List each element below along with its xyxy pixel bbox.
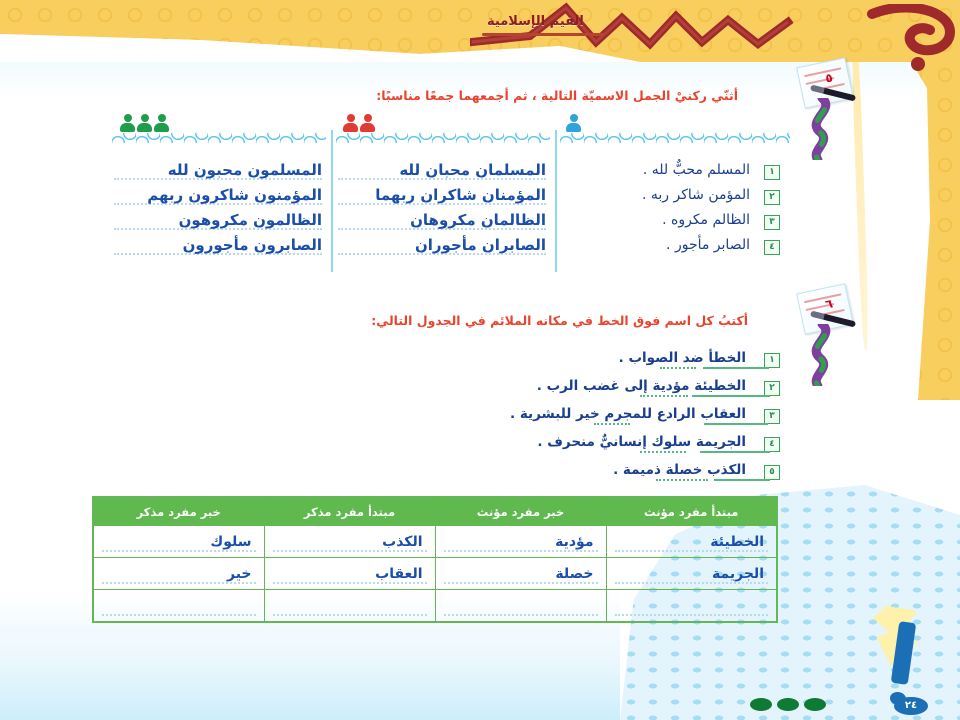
ex2-underline xyxy=(660,367,696,369)
column-wave-plural xyxy=(112,133,326,143)
table-cell-value: الكذب xyxy=(382,533,423,550)
ex2-sentence-number: ١ xyxy=(764,353,780,368)
exercise-2-instruction: أكتبُ كل اسم فوق الخط في مكانه الملائم في الجدول التالي: xyxy=(371,313,748,328)
footer-dots-decoration xyxy=(745,696,826,715)
table-cell[interactable] xyxy=(606,558,777,590)
ex1-dual-answer[interactable]: الصابران مأجوران xyxy=(414,236,546,254)
ex1-singular-sentence: المؤمن شاكر ربه . xyxy=(642,187,750,203)
page-number-badge: ٢٤ xyxy=(894,697,928,715)
table-cell-value: مؤدية xyxy=(555,533,594,550)
table-cell[interactable] xyxy=(606,526,777,558)
ex2-underline xyxy=(700,451,770,453)
table-cell-value xyxy=(762,598,766,614)
ex2-underline xyxy=(640,395,688,397)
table-cell-value xyxy=(250,598,254,614)
ex2-underline xyxy=(656,479,708,481)
table-cell[interactable] xyxy=(264,558,435,590)
table-cell[interactable] xyxy=(264,526,435,558)
table-header-cell: مبتدأ مفرد مؤنث xyxy=(606,497,777,526)
table-cell-value: سلوك xyxy=(210,533,252,550)
column-separator-2 xyxy=(555,130,557,272)
ex2-sentence: العقاب الرادع للمجرم خير للبشرية . xyxy=(510,406,746,422)
ex1-dual-answer[interactable]: الظالمان مكروهان xyxy=(410,211,546,229)
ex2-sentence-number: ٥ xyxy=(764,465,780,480)
table-header-cell: خبر مفرد مذكر xyxy=(93,497,264,526)
ex2-sentence: الجريمة سلوك إنسانيٌّ منحرف . xyxy=(537,434,746,450)
table-row xyxy=(93,526,777,558)
table-cell-value: العقاب xyxy=(375,565,423,582)
ex1-singular-sentence: الظالم مكروه . xyxy=(662,212,750,228)
ex2-underline xyxy=(640,451,686,453)
table-cell[interactable] xyxy=(93,590,264,623)
ex1-row-number: ٢ xyxy=(764,190,780,205)
two-persons-icon xyxy=(341,114,375,133)
table-cell[interactable] xyxy=(93,558,264,590)
ex1-row-number: ٤ xyxy=(764,240,780,255)
exercise-2-badge xyxy=(790,288,854,388)
table-cell[interactable] xyxy=(435,590,606,623)
ex1-plural-answer[interactable]: المسلمون محبون لله xyxy=(167,161,322,179)
ex2-underline xyxy=(594,423,630,425)
ribbon-decoration xyxy=(802,324,840,390)
table-cell-value: خير xyxy=(226,565,252,582)
table-cell[interactable] xyxy=(264,590,435,623)
table-header-row xyxy=(93,497,777,526)
column-separator-1 xyxy=(331,130,333,272)
page-title: القيم الإسلامية xyxy=(487,14,584,29)
exercise-2-number: ٦ xyxy=(823,296,835,312)
table-cell-value xyxy=(421,598,425,614)
table-row xyxy=(93,558,777,590)
three-persons-icon xyxy=(118,114,169,133)
ex2-sentence-number: ٤ xyxy=(764,437,780,452)
ex1-singular-sentence: الصابر مأجور . xyxy=(666,237,750,253)
ex2-sentence-number: ٣ xyxy=(764,409,780,424)
one-person-icon xyxy=(564,114,581,133)
table-cell[interactable] xyxy=(93,526,264,558)
ex1-plural-answer[interactable]: المؤمنون شاكرون ربهم xyxy=(147,186,322,204)
table-cell[interactable] xyxy=(606,590,777,623)
ex1-row-number: ١ xyxy=(764,165,780,180)
exercise-1-badge xyxy=(790,62,854,162)
ex2-underline xyxy=(703,367,769,369)
table-header-cell: مبتدأ مفرد مذكر xyxy=(264,497,435,526)
column-wave-singular xyxy=(560,133,790,143)
table-cell-value: الخطيئة xyxy=(710,533,764,550)
ex2-underline xyxy=(714,479,770,481)
ex2-underline xyxy=(704,423,768,425)
ex2-sentence-number: ٢ xyxy=(764,381,780,396)
ex1-singular-sentence: المسلم محبٌّ لله . xyxy=(642,162,750,178)
exercise-1-instruction: أثنّي ركنيْ الجمل الاسميّة التالية ، ثم أجمعهما جمعًا مناسبًا: xyxy=(376,88,738,103)
ex1-plural-answer[interactable]: الظالمون مكروهون xyxy=(178,211,322,229)
column-wave-dual xyxy=(336,133,550,143)
classification-table xyxy=(92,496,778,623)
table-cell[interactable] xyxy=(435,558,606,590)
ex1-plural-answer[interactable]: الصابرون مأجورون xyxy=(182,236,322,254)
table-cell-value xyxy=(592,598,596,614)
ex2-sentence: الخطأ ضد الصواب . xyxy=(618,350,746,366)
ex1-dual-answer[interactable]: المؤمنان شاكران ربهما xyxy=(375,186,546,204)
ex2-sentence: الكذب خصلة ذميمة . xyxy=(613,462,746,478)
ex2-sentence: الخطيئة مؤدية إلى غضب الرب . xyxy=(536,378,746,394)
exercise-1-number: ٥ xyxy=(823,70,835,86)
table-cell-value: الجريمة xyxy=(712,565,764,582)
table-row xyxy=(93,590,777,623)
ex1-row-number: ٣ xyxy=(764,215,780,230)
table-cell[interactable] xyxy=(435,526,606,558)
ex2-underline xyxy=(692,395,770,397)
ribbon-decoration xyxy=(802,98,840,164)
table-header-cell: خبر مفرد مؤنث xyxy=(435,497,606,526)
table-cell-value: خصلة xyxy=(555,565,594,582)
ex1-dual-answer[interactable]: المسلمان محبان لله xyxy=(399,161,546,179)
